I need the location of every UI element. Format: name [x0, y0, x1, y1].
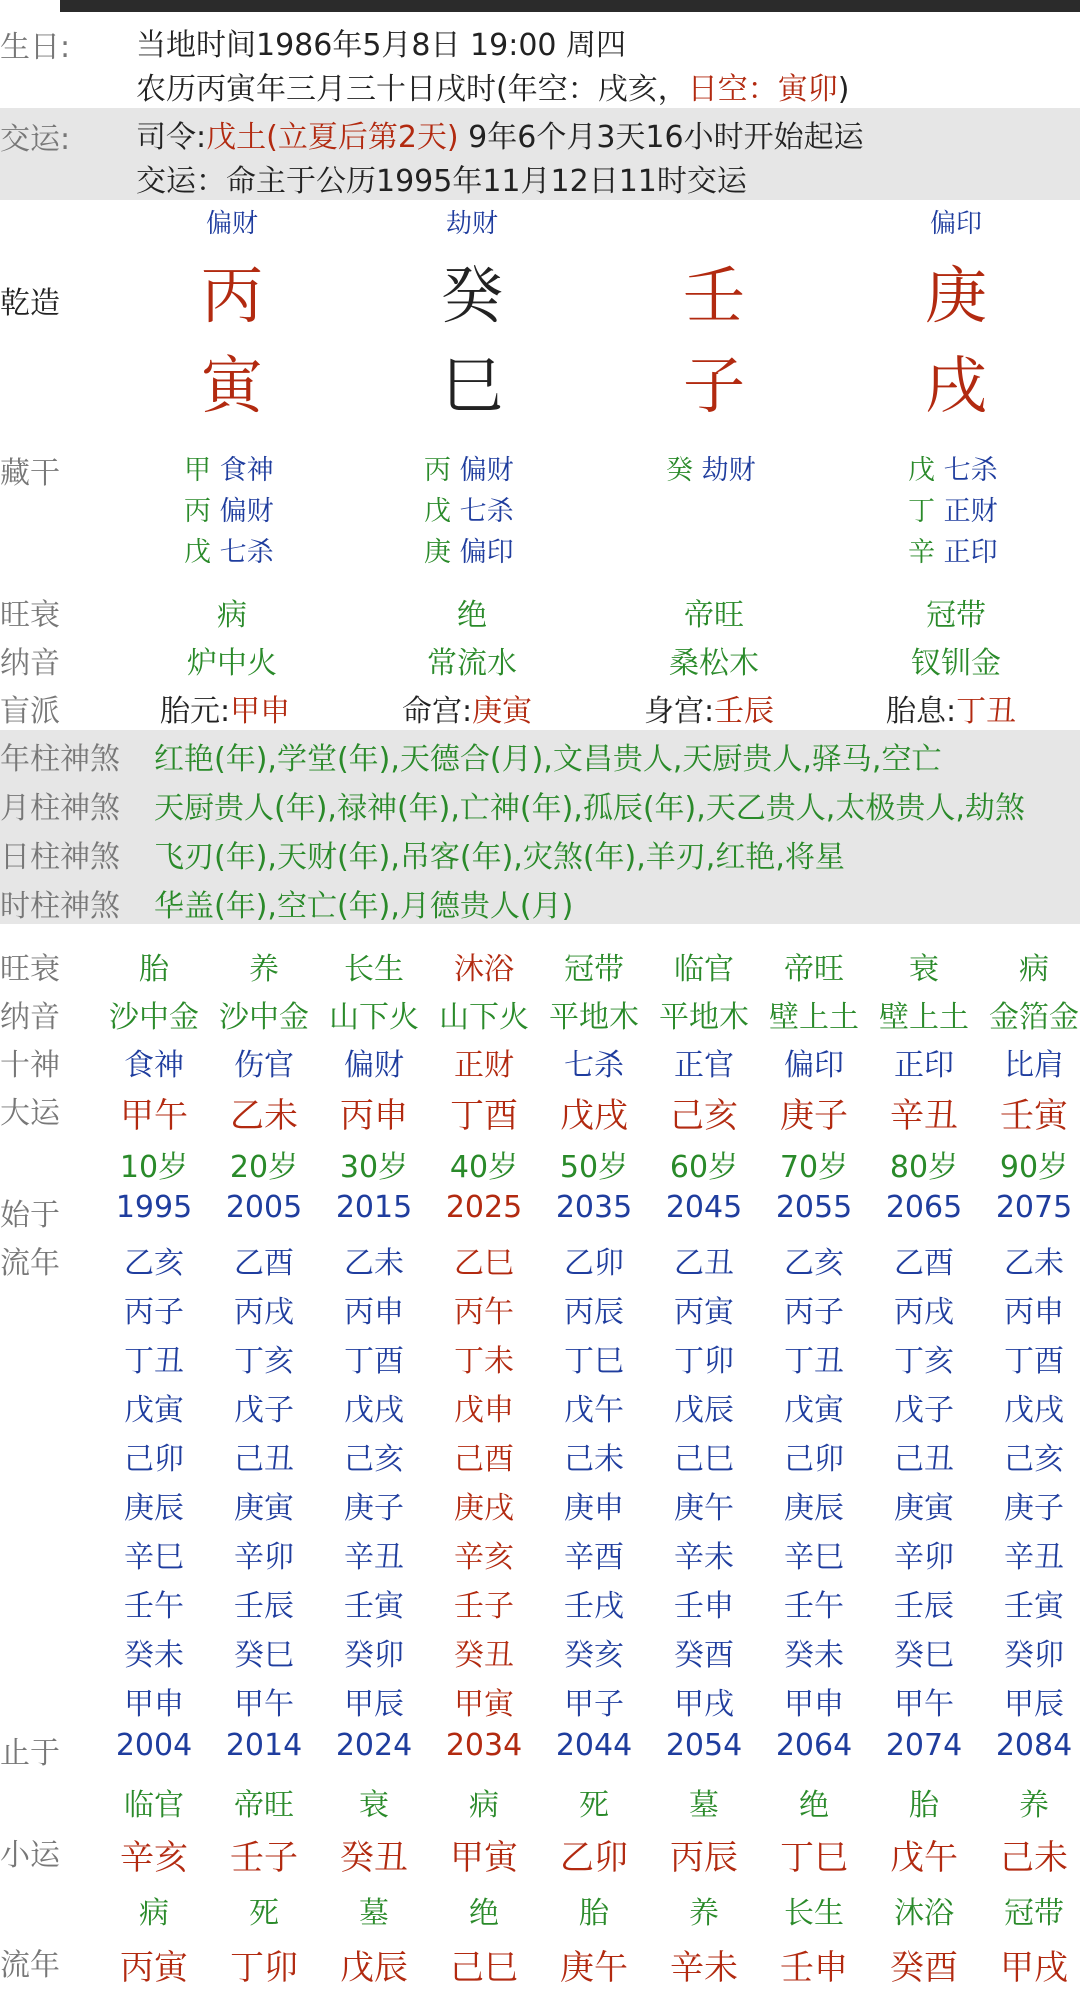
dayun-shishen-label: 十神 — [0, 1048, 60, 1083]
canggan-item — [908, 530, 998, 569]
lunar-text: 农历丙寅年三月三十日戌时(年空：戌亥， — [136, 72, 688, 107]
xiaoyun-ganzhi: 丁巳 — [780, 1838, 848, 1878]
liunian2-ganzhi: 甲戌 — [1000, 1948, 1068, 1988]
xiaoyun-wangshuai-top: 衰 — [359, 1788, 389, 1823]
dayun-ganzhi: 庚子 — [780, 1096, 848, 1136]
canggan-shishen: 偏财 — [459, 455, 514, 486]
canggan-stem: 戊 — [424, 496, 460, 527]
dayun-end-label: 止于 — [0, 1736, 60, 1771]
liunian-ganzhi: 丙申 — [344, 1295, 404, 1330]
liunian-ganzhi: 丁未 — [454, 1344, 514, 1379]
liunian-ganzhi: 丙申 — [1004, 1295, 1064, 1330]
dayun-wangshuai: 病 — [1019, 952, 1049, 987]
liunian-ganzhi: 己卯 — [784, 1442, 844, 1477]
dayun-shishen: 正财 — [454, 1048, 514, 1083]
shensha-label: 日柱神煞 — [0, 840, 120, 875]
dayun-end-year: 2034 — [445, 1728, 523, 1763]
dayun-end-year: 2054 — [665, 1728, 743, 1763]
nayin-value: 桑松木 — [669, 646, 759, 681]
dayun-end-year: 2004 — [115, 1728, 193, 1763]
nayin-value: 炉中火 — [187, 646, 277, 681]
dayun-nayin: 金箔金 — [989, 1000, 1079, 1035]
dayun-label: 大运 — [0, 1096, 60, 1131]
siling-value: 戊土(立夏后第2天) — [206, 120, 459, 155]
shensha-text: 红艳(年),学堂(年),天德合(月),文昌贵人,天厨贵人,驿马,空亡 — [154, 742, 942, 777]
siling-line — [136, 112, 864, 156]
canggan-shishen: 七杀 — [219, 537, 274, 568]
liunian-ganzhi: 丁亥 — [234, 1344, 294, 1379]
canggan-stem: 丁 — [908, 496, 944, 527]
dayun-shishen: 七杀 — [564, 1048, 624, 1083]
liunian-ganzhi: 癸卯 — [344, 1638, 404, 1673]
mangpai-value: 庚寅 — [472, 694, 533, 729]
mangpai-value: 丁丑 — [956, 694, 1017, 729]
pillars-label: 乾造 — [0, 286, 60, 321]
xiaoyun-wangshuai-bottom: 病 — [139, 1896, 169, 1931]
liunian-ganzhi: 癸丑 — [454, 1638, 514, 1673]
liunian-ganzhi: 癸未 — [784, 1638, 844, 1673]
mangpai-key: 命宫: — [402, 694, 473, 729]
xiaoyun-wangshuai-bottom: 长生 — [784, 1896, 844, 1931]
liunian-label: 流年 — [0, 1246, 60, 1281]
liunian-ganzhi: 戊寅 — [124, 1393, 184, 1428]
wangshuai-value: 帝旺 — [684, 598, 744, 633]
liunian-ganzhi: 庚寅 — [234, 1491, 294, 1526]
liunian-ganzhi: 丁丑 — [124, 1344, 184, 1379]
liunian-ganzhi: 庚子 — [344, 1491, 404, 1526]
liunian-ganzhi: 甲午 — [234, 1687, 294, 1722]
xiaoyun-wangshuai-bottom: 冠带 — [1004, 1896, 1064, 1931]
liunian-ganzhi: 丁卯 — [674, 1344, 734, 1379]
liunian-ganzhi: 丙子 — [124, 1295, 184, 1330]
pillar-branch: 戌 — [924, 349, 987, 422]
liunian-ganzhi: 己酉 — [454, 1442, 514, 1477]
shensha-text: 天厨贵人(年),禄神(年),亡神(年),孤辰(年),天乙贵人,太极贵人,劫煞 — [154, 791, 1025, 826]
liunian-ganzhi: 甲戌 — [674, 1687, 734, 1722]
liunian-ganzhi: 丁酉 — [1004, 1344, 1064, 1379]
dayun-nayin: 沙中金 — [219, 1000, 309, 1035]
mangpai-item — [644, 686, 774, 730]
dayun-nayin: 沙中金 — [109, 1000, 199, 1035]
pillar-shishen: 偏财 — [205, 209, 258, 239]
xiaoyun-ganzhi: 乙卯 — [560, 1838, 628, 1878]
liunian-ganzhi: 甲申 — [784, 1687, 844, 1722]
dayun-shishen: 正官 — [674, 1048, 734, 1083]
dayun-wangshuai: 冠带 — [564, 952, 624, 987]
canggan-item — [184, 530, 274, 569]
shensha-label: 年柱神煞 — [0, 742, 120, 777]
liunian-ganzhi: 壬申 — [674, 1589, 734, 1624]
dayun-nayin-label: 纳音 — [0, 1000, 60, 1035]
xiaoyun-ganzhi: 甲寅 — [450, 1838, 518, 1878]
dayun-age: 80岁 — [889, 1150, 959, 1185]
canggan-item — [908, 489, 998, 528]
jiaoyun-section — [0, 108, 1080, 200]
liunian-ganzhi: 癸卯 — [1004, 1638, 1064, 1673]
shensha-text: 华盖(年),空亡(年),月德贵人(月) — [154, 889, 574, 924]
liunian-ganzhi: 壬子 — [454, 1589, 514, 1624]
xiaoyun-wangshuai-bottom: 沐浴 — [894, 1896, 954, 1931]
dayun-end-year: 2084 — [995, 1728, 1073, 1763]
xiaoyun-wangshuai-top: 死 — [579, 1788, 609, 1823]
liunian-ganzhi: 己丑 — [234, 1442, 294, 1477]
liunian-ganzhi: 庚子 — [1004, 1491, 1064, 1526]
canggan-stem: 戊 — [184, 537, 220, 568]
liunian-ganzhi: 辛卯 — [234, 1540, 294, 1575]
liunian-ganzhi: 己丑 — [894, 1442, 954, 1477]
dayun-wangshuai: 长生 — [344, 952, 404, 987]
dayun-start-year: 2035 — [555, 1190, 633, 1225]
liunian-ganzhi: 壬戌 — [564, 1589, 624, 1624]
dayun-shishen: 比肩 — [1004, 1048, 1064, 1083]
liunian-ganzhi: 壬辰 — [234, 1589, 294, 1624]
liunian-ganzhi: 辛酉 — [564, 1540, 624, 1575]
xiaoyun-wangshuai-top: 帝旺 — [234, 1788, 294, 1823]
liunian-ganzhi: 丙戌 — [234, 1295, 294, 1330]
liunian-ganzhi: 戊辰 — [674, 1393, 734, 1428]
canggan-item — [424, 489, 514, 528]
dayun-shishen: 偏印 — [784, 1048, 844, 1083]
liunian-ganzhi: 丙戌 — [894, 1295, 954, 1330]
xiaoyun-wangshuai-bottom: 墓 — [359, 1896, 389, 1931]
dayun-age: 20岁 — [229, 1150, 299, 1185]
liunian-ganzhi: 乙酉 — [234, 1246, 294, 1281]
liunian-ganzhi: 庚辰 — [124, 1491, 184, 1526]
dayun-shishen: 伤官 — [234, 1048, 294, 1083]
dayun-nayin: 平地木 — [659, 1000, 749, 1035]
dayun-nayin: 壁上土 — [769, 1000, 859, 1035]
dayun-age: 40岁 — [449, 1150, 519, 1185]
dayun-nayin: 山下火 — [329, 1000, 419, 1035]
qiyun-text: 9年6个月3天16小时开始起运 — [458, 120, 864, 155]
dayun-start-label: 始于 — [0, 1198, 60, 1233]
liunian-ganzhi: 己未 — [564, 1442, 624, 1477]
nayin-value: 钗钏金 — [911, 646, 1001, 681]
xiaoyun-wangshuai-top: 病 — [469, 1788, 499, 1823]
dayun-age: 30岁 — [339, 1150, 409, 1185]
liunian-ganzhi: 乙酉 — [894, 1246, 954, 1281]
liunian-ganzhi: 乙亥 — [784, 1246, 844, 1281]
mangpai-key: 胎息: — [886, 694, 957, 729]
dayun-end-year: 2024 — [335, 1728, 413, 1763]
canggan-shishen: 食神 — [219, 455, 274, 486]
liunian-ganzhi: 己亥 — [1004, 1442, 1064, 1477]
dayun-end-year: 2044 — [555, 1728, 633, 1763]
liunian2-ganzhi: 戊辰 — [340, 1948, 408, 1988]
dayun-wangshuai: 养 — [249, 952, 279, 987]
dayun-ganzhi: 戊戌 — [560, 1096, 628, 1136]
dayun-shishen: 偏财 — [344, 1048, 404, 1083]
dayun-end-year: 2074 — [885, 1728, 963, 1763]
birth-solar-date: 当地时间1986年5月8日 19:00 周四 — [136, 28, 627, 63]
shensha-label: 月柱神煞 — [0, 791, 120, 826]
liunian-ganzhi: 癸巳 — [234, 1638, 294, 1673]
dayun-age: 10岁 — [119, 1150, 189, 1185]
canggan-stem: 戊 — [908, 455, 944, 486]
status-bar — [0, 0, 1080, 12]
dayun-start-year: 2075 — [995, 1190, 1073, 1225]
mangpai-key: 身宫: — [644, 694, 715, 729]
canggan-item — [908, 448, 998, 487]
canggan-label: 藏干 — [0, 456, 60, 491]
pillar-shishen: 偏印 — [929, 209, 982, 239]
liunian2-ganzhi: 癸酉 — [890, 1948, 958, 1988]
canggan-shishen: 偏印 — [459, 537, 514, 568]
dayun-start-year: 2005 — [225, 1190, 303, 1225]
liunian-ganzhi: 辛丑 — [1004, 1540, 1064, 1575]
canggan-shishen: 偏财 — [219, 496, 274, 527]
xiaoyun-wangshuai-top: 养 — [1019, 1788, 1049, 1823]
canggan-stem: 丙 — [424, 455, 460, 486]
canggan-item — [184, 448, 274, 487]
canggan-stem: 丙 — [184, 496, 220, 527]
liunian2-ganzhi: 壬申 — [780, 1948, 848, 1988]
xiaoyun-wangshuai-bottom: 绝 — [469, 1896, 499, 1931]
liunian-ganzhi: 戊子 — [234, 1393, 294, 1428]
mangpai-key: 胎元: — [160, 694, 231, 729]
xiaoyun-ganzhi: 壬子 — [230, 1838, 298, 1878]
pillar-stem: 庚 — [924, 259, 987, 332]
liunian-ganzhi: 癸亥 — [564, 1638, 624, 1673]
liunian-ganzhi: 壬寅 — [344, 1589, 404, 1624]
xiaoyun-ganzhi: 辛亥 — [120, 1838, 188, 1878]
liunian-ganzhi: 甲辰 — [1004, 1687, 1064, 1722]
liunian-ganzhi: 己卯 — [124, 1442, 184, 1477]
canggan-stem: 辛 — [908, 537, 944, 568]
liunian2-ganzhi: 己巳 — [450, 1948, 518, 1988]
liunian-ganzhi: 辛丑 — [344, 1540, 404, 1575]
liunian-ganzhi: 辛巳 — [124, 1540, 184, 1575]
canggan-shishen: 正财 — [943, 496, 998, 527]
nayin-label: 纳音 — [0, 646, 60, 681]
canggan-item — [666, 448, 756, 487]
liunian2-ganzhi: 庚午 — [560, 1948, 628, 1988]
wangshuai-value: 冠带 — [926, 598, 986, 633]
liunian-ganzhi: 癸酉 — [674, 1638, 734, 1673]
liunian-ganzhi: 壬辰 — [894, 1589, 954, 1624]
liunian-ganzhi: 甲辰 — [344, 1687, 404, 1722]
dayun-ganzhi: 乙未 — [230, 1096, 298, 1136]
liunian-ganzhi: 丙午 — [454, 1295, 514, 1330]
dayun-end-year: 2064 — [775, 1728, 853, 1763]
liunian-ganzhi: 戊申 — [454, 1393, 514, 1428]
liunian-ganzhi: 壬午 — [124, 1589, 184, 1624]
dayun-age: 50岁 — [559, 1150, 629, 1185]
dayun-ganzhi: 甲午 — [120, 1096, 188, 1136]
dayun-end-year: 2014 — [225, 1728, 303, 1763]
liunian-ganzhi: 乙丑 — [674, 1246, 734, 1281]
liunian-ganzhi: 戊午 — [564, 1393, 624, 1428]
liunian-ganzhi: 乙卯 — [564, 1246, 624, 1281]
liunian-ganzhi: 辛巳 — [784, 1540, 844, 1575]
canggan-shishen: 劫财 — [701, 455, 756, 486]
pillar-branch: 巳 — [440, 349, 503, 422]
liunian-ganzhi: 甲申 — [124, 1687, 184, 1722]
mangpai-item — [886, 686, 1016, 730]
pillar-branch: 寅 — [200, 349, 263, 422]
xiaoyun-wangshuai-bottom: 胎 — [579, 1896, 609, 1931]
liunian-ganzhi: 壬午 — [784, 1589, 844, 1624]
dayun-wangshuai: 临官 — [674, 952, 734, 987]
pillar-shishen: 劫财 — [445, 209, 498, 239]
liunian-ganzhi: 辛卯 — [894, 1540, 954, 1575]
liunian2-label: 流年 — [0, 1948, 60, 1983]
xiaoyun-ganzhi: 己未 — [1000, 1838, 1068, 1878]
xiaoyun-wangshuai-bottom: 养 — [689, 1896, 719, 1931]
dayun-ganzhi: 丙申 — [340, 1096, 408, 1136]
xiaoyun-ganzhi: 癸丑 — [340, 1838, 408, 1878]
day-void-text: 日空：寅卯 — [687, 72, 838, 107]
nayin-value: 常流水 — [427, 646, 517, 681]
liunian-ganzhi: 癸巳 — [894, 1638, 954, 1673]
liunian-ganzhi: 辛未 — [674, 1540, 734, 1575]
dayun-age: 70岁 — [779, 1150, 849, 1185]
pillar-stem: 丙 — [200, 259, 263, 332]
liunian-ganzhi: 乙未 — [344, 1246, 404, 1281]
siling-prefix: 司令: — [136, 120, 207, 155]
canggan-stem: 癸 — [666, 455, 702, 486]
liunian-ganzhi: 庚午 — [674, 1491, 734, 1526]
liunian-ganzhi: 甲寅 — [454, 1687, 514, 1722]
canggan-item — [424, 530, 514, 569]
liunian-ganzhi: 丙寅 — [674, 1295, 734, 1330]
dayun-start-year: 2025 — [445, 1190, 523, 1225]
dayun-ganzhi: 辛丑 — [890, 1096, 958, 1136]
dayun-start-year: 2015 — [335, 1190, 413, 1225]
pillar-branch: 子 — [682, 349, 745, 422]
birth-section — [0, 14, 1080, 108]
dayun-shishen: 正印 — [894, 1048, 954, 1083]
canggan-shishen: 七杀 — [459, 496, 514, 527]
liunian-ganzhi: 庚申 — [564, 1491, 624, 1526]
dayun-age: 90岁 — [999, 1150, 1069, 1185]
dayun-start-year: 2065 — [885, 1190, 963, 1225]
canggan-item — [184, 489, 274, 528]
shensha-text: 飞刃(年),天财(年),吊客(年),灾煞(年),羊刃,红艳,将星 — [154, 840, 845, 875]
liunian2-ganzhi: 辛未 — [670, 1948, 738, 1988]
dayun-shishen: 食神 — [124, 1048, 184, 1083]
mangpai-label: 盲派 — [0, 694, 60, 729]
liunian-ganzhi: 丁酉 — [344, 1344, 404, 1379]
birth-label: 生日: — [0, 30, 71, 65]
xiaoyun-wangshuai-top: 临官 — [124, 1788, 184, 1823]
wangshuai-value: 病 — [217, 598, 247, 633]
xiaoyun-label: 小运 — [0, 1838, 60, 1873]
liunian-ganzhi: 戊寅 — [784, 1393, 844, 1428]
dayun-ganzhi: 丁酉 — [450, 1096, 518, 1136]
jiaoyun-line: 交运：命主于公历1995年11月12日11时交运 — [136, 164, 747, 199]
mangpai-item — [160, 686, 290, 730]
liunian2-ganzhi: 丁卯 — [230, 1948, 298, 1988]
liunian-ganzhi: 戊子 — [894, 1393, 954, 1428]
canggan-item — [424, 448, 514, 487]
dayun-age: 60岁 — [669, 1150, 739, 1185]
jiaoyun-label: 交运: — [0, 122, 71, 157]
dayun-nayin: 平地木 — [549, 1000, 639, 1035]
liunian-ganzhi: 甲子 — [564, 1687, 624, 1722]
shensha-label: 时柱神煞 — [0, 889, 120, 924]
liunian-ganzhi: 乙巳 — [454, 1246, 514, 1281]
liunian-ganzhi: 戊戌 — [1004, 1393, 1064, 1428]
liunian-ganzhi: 庚戌 — [454, 1491, 514, 1526]
dayun-nayin: 山下火 — [439, 1000, 529, 1035]
xiaoyun-wangshuai-bottom: 死 — [249, 1896, 279, 1931]
liunian-ganzhi: 戊戌 — [344, 1393, 404, 1428]
wangshuai-label: 旺衰 — [0, 598, 60, 633]
liunian2-ganzhi: 丙寅 — [120, 1948, 188, 1988]
xiaoyun-wangshuai-top: 墓 — [689, 1788, 719, 1823]
canggan-shishen: 正印 — [943, 537, 998, 568]
dayun-ganzhi: 壬寅 — [1000, 1096, 1068, 1136]
dayun-start-year: 1995 — [115, 1190, 193, 1225]
dayun-start-year: 2055 — [775, 1190, 853, 1225]
liunian-ganzhi: 丁巳 — [564, 1344, 624, 1379]
shensha-block — [0, 730, 1080, 924]
canggan-shishen: 七杀 — [943, 455, 998, 486]
dayun-wangshuai: 帝旺 — [784, 952, 844, 987]
dayun-start-year: 2045 — [665, 1190, 743, 1225]
liunian-ganzhi: 己亥 — [344, 1442, 404, 1477]
dayun-wangshuai: 沐浴 — [454, 952, 514, 987]
pillar-stem: 壬 — [682, 259, 745, 332]
liunian-ganzhi: 乙未 — [1004, 1246, 1064, 1281]
liunian-ganzhi: 癸未 — [124, 1638, 184, 1673]
xiaoyun-ganzhi: 戊午 — [890, 1838, 958, 1878]
liunian-ganzhi: 辛亥 — [454, 1540, 514, 1575]
liunian-ganzhi: 丙辰 — [564, 1295, 624, 1330]
dayun-wangshuai: 衰 — [909, 952, 939, 987]
liunian-ganzhi: 庚辰 — [784, 1491, 844, 1526]
mangpai-value: 甲申 — [230, 694, 291, 729]
liunian-ganzhi: 己巳 — [674, 1442, 734, 1477]
pillar-stem: 癸 — [440, 259, 503, 332]
liunian-ganzhi: 丙子 — [784, 1295, 844, 1330]
canggan-stem: 庚 — [424, 537, 460, 568]
liunian-ganzhi: 庚寅 — [894, 1491, 954, 1526]
xiaoyun-ganzhi: 丙辰 — [670, 1838, 738, 1878]
xiaoyun-wangshuai-top: 绝 — [799, 1788, 829, 1823]
canggan-stem: 甲 — [184, 455, 220, 486]
wangshuai-value: 绝 — [457, 598, 487, 633]
xiaoyun-wangshuai-top: 胎 — [909, 1788, 939, 1823]
liunian-ganzhi: 丁丑 — [784, 1344, 844, 1379]
dayun-wangshuai-label: 旺衰 — [0, 952, 60, 987]
lunar-close: ) — [837, 72, 850, 107]
dayun-nayin: 壁上土 — [879, 1000, 969, 1035]
mangpai-item — [402, 686, 532, 730]
birth-lunar-date — [136, 64, 849, 108]
mangpai-value: 壬辰 — [714, 694, 775, 729]
dayun-ganzhi: 己亥 — [670, 1096, 738, 1136]
liunian-ganzhi: 甲午 — [894, 1687, 954, 1722]
liunian-ganzhi: 丁亥 — [894, 1344, 954, 1379]
dayun-wangshuai: 胎 — [139, 952, 169, 987]
liunian-ganzhi: 壬寅 — [1004, 1589, 1064, 1624]
liunian-ganzhi: 乙亥 — [124, 1246, 184, 1281]
